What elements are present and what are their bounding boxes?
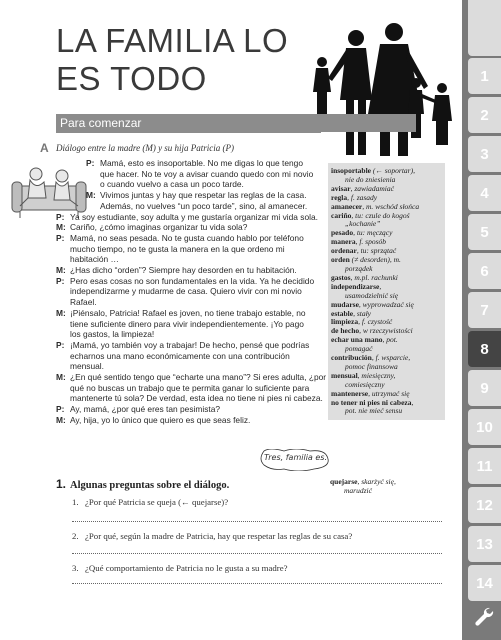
glossary-term: de hecho (331, 326, 360, 336)
glossary-term: mensual (331, 370, 358, 380)
glossary-definition: , (379, 281, 382, 291)
question-2: 2. ¿Por qué, según la madre de Patricia, hay que respetar las reglas de su casa? (72, 531, 353, 541)
dialog-line (56, 297, 338, 308)
glossary-definition: pomagać (345, 344, 373, 354)
dialog-line (56, 361, 338, 372)
glossary-definition: (← soportar), (371, 166, 415, 175)
dialog-text-line: habitación … (70, 254, 119, 265)
dialog-line (56, 169, 338, 180)
speaker-label: M: (86, 190, 96, 201)
dialog-line (56, 383, 338, 394)
dialog-line (56, 393, 338, 404)
speaker-label (56, 383, 70, 394)
dialog-text-line: independizarme y mudarme de casa. Quiero vivir con mi novio (70, 286, 302, 297)
dialog-line (56, 158, 338, 169)
speaker-label: P: (56, 211, 65, 222)
dialog-line (56, 179, 338, 190)
answer-line-2[interactable] (72, 553, 442, 554)
dialog-text-line: tiene suficiente dinero para vivir independientemente. ¡Yo pago (70, 318, 304, 329)
dialog-text-line: o cuando vuelvo a casa un poco tarde. (100, 179, 244, 190)
speaker-label (56, 351, 70, 362)
top-tab-blank (468, 0, 501, 56)
glossary-term: orden (331, 255, 350, 265)
glossary-term: quejarse (330, 477, 358, 486)
glossary-definition: marudzić (344, 485, 372, 495)
glossary-definition: , f. wsparcie, (371, 353, 411, 363)
dialog-text-line: los gastos, la limpieza! (70, 329, 155, 340)
speaker-label: M: (56, 222, 66, 233)
speaker-label (56, 361, 70, 372)
speaker-label (86, 201, 100, 212)
dialog-text-line: Ya soy estudiante, soy adulta y me gustaría organizar mi vida sola. (70, 211, 318, 222)
speaker-label: P: (56, 339, 65, 350)
glossary-definition: , f. zasady (347, 192, 378, 202)
chapter-tab-4[interactable]: 4 (468, 175, 501, 211)
dialog-text-line: ¡Mamá, yo también voy a trabajar! De hecho, pensé que podrías (70, 339, 310, 350)
dialog-text-line: Cariño, ¿cómo imaginas organizar tu vida sola? (70, 222, 248, 233)
glossary-definition: (≠ desorden), m. (349, 255, 401, 265)
dialog-text-line: Además, no vuelves “un poco tarde”, sino, al amanecer. (100, 200, 308, 211)
dialog-text-line: ¿En qué sentido tengo que “echarte una mano”? Si eres adulta, ¿por (70, 372, 327, 383)
glossary-entry (331, 407, 441, 416)
glossary-entry (330, 487, 438, 496)
glossary-term: gastos (331, 272, 351, 282)
glossary-term: manera (331, 237, 356, 247)
dialog-text-line: qué no buscas un trabajo que te permita ganar lo suficiente para (70, 382, 310, 393)
dialog-text-line: que hacer. No te voy a avisar cuando quedo con mi novio (100, 168, 314, 179)
glossary-definition: nie do zniesienia (345, 174, 396, 184)
speaker-label: P: (56, 275, 65, 286)
glossary-definition: , (411, 397, 414, 407)
dialog-line (56, 244, 338, 255)
glossary-term: limpieza (331, 317, 359, 327)
speaker-label: M: (56, 265, 66, 276)
dialog-line (56, 351, 338, 362)
dialog-text-line: Ay, hija, yo lo único que quiero es que seas feliz. (70, 414, 251, 425)
speaker-label (56, 393, 70, 404)
chapter-tab-8[interactable]: 8 (468, 331, 501, 367)
chapter-tab-13[interactable]: 13 (468, 526, 501, 562)
speaker-label (56, 319, 70, 330)
exercise-intro: Diálogo entre la madre (M) y su hija Patricia (P) (56, 143, 235, 153)
answer-line-1[interactable] (72, 521, 442, 522)
glossary-term: amanecer (331, 201, 363, 211)
dialog-text-line: Pero esas cosas no son fundamentales en la vida. Ya he decidido (70, 275, 315, 286)
dialog-line (56, 415, 338, 426)
glossary-term: estable (331, 308, 354, 318)
dialog-line (56, 222, 338, 233)
chapter-tab-10[interactable]: 10 (468, 409, 501, 445)
glossary-definition: porządek (345, 263, 373, 273)
dialog-line (56, 329, 338, 340)
chapter-tab-5[interactable]: 5 (468, 214, 501, 250)
speaker-label (86, 169, 100, 180)
glossary-definition: , f. sposób (355, 237, 386, 247)
glossary-term: insoportable (331, 166, 372, 175)
dialog-line (56, 340, 338, 351)
chapter-tab-9[interactable]: 9 (468, 370, 501, 406)
glossary-definition: , zawiadamiać (350, 183, 394, 193)
chapter-tab-7[interactable]: 7 (468, 292, 501, 328)
chapter-tab-2[interactable]: 2 (468, 97, 501, 133)
glossary-term: independizarse (331, 281, 380, 291)
glossary-definition: pomoc finansowa (345, 361, 398, 371)
dialog-text-line: mantenerte tú sola? De verdad, esta idea no tiene ni pies ni cabeza. (70, 393, 323, 404)
speaker-label (56, 286, 70, 297)
glossary-term: contribución (331, 353, 372, 363)
speaker-label: M: (56, 307, 66, 318)
dialog-text-line: Vivimos juntas y hay que respetar las reglas de la casa. (100, 190, 307, 201)
section-divider (56, 132, 321, 133)
glossary-term: avisar (331, 183, 351, 193)
glossary-definition: usamodzielnić się (345, 290, 399, 300)
glossary-definition: pot. nie mieć sensu (345, 406, 403, 416)
family-silhouette-illustration (292, 10, 462, 160)
dialog-text-line: mucho tiempo, no te gusta la manera en la que ordeno mi (70, 243, 285, 254)
exercise-letter: A (40, 141, 49, 155)
chapter-tab-6[interactable]: 6 (468, 253, 501, 289)
dialog-line (56, 265, 338, 276)
chapter-tab-1[interactable]: 1 (468, 58, 501, 94)
glossary-definition: , w rzeczywistości (359, 326, 413, 336)
chapter-tab-14[interactable]: 14 (468, 565, 501, 601)
glossary-definition: „kochanie” (345, 219, 381, 229)
glossary-term: cariño (331, 210, 352, 220)
dialog-text-line: ¡Piénsalo, Patricia! Rafael es joven, no tiene trabajo estable, no (70, 307, 306, 318)
speech-bubble-text: Tres, familia es. (264, 453, 327, 462)
chapter-tab-3[interactable]: 3 (468, 136, 501, 172)
dialog-line (56, 254, 338, 265)
dialog-text-line: Rafael. (70, 297, 97, 308)
dialog-text-line: ¿Has dicho “orden”? Siempre hay desorden en tu habitación. (70, 265, 297, 276)
exercise-1-header: 1. Algunas preguntas sobre el diálogo. (56, 477, 230, 491)
speaker-label (86, 179, 100, 190)
dialog-line (56, 286, 338, 297)
dialog-text-line: echarnos una mano económicamente con una contribución (70, 350, 290, 361)
glossary-definition: , miesięczny, (357, 370, 396, 380)
glossary-term: regla (331, 192, 348, 202)
dialog-line (56, 319, 338, 330)
glossary-definition: , tu: sprzątać (356, 246, 397, 256)
dialog-text-line: Mamá, no seas pesada. No te gusta cuando hablo por teléfono (70, 232, 304, 243)
dialog-line (56, 190, 338, 201)
glossary-definition: , utrzymać się (368, 388, 410, 398)
glossary-definition: , pot. (382, 335, 398, 345)
dialog-line (56, 276, 338, 287)
dialog-text-line: Ay, mamá, ¿por qué eres tan pesimista? (70, 404, 221, 415)
page-title: LA FAMILIA LO ES TODO (56, 22, 289, 97)
dialog-line (56, 233, 338, 244)
speaker-label: M: (56, 414, 66, 425)
speaker-label: P: (56, 404, 65, 415)
dialog-line (56, 212, 338, 223)
speaker-label (56, 329, 70, 340)
question-3: 3. ¿Qué comportamiento de Patricia no le gusta a su madre? (72, 563, 288, 573)
glossary-term: mudarse (331, 299, 359, 309)
chapter-tab-11[interactable]: 11 (468, 448, 501, 484)
chapter-tab-12[interactable]: 12 (468, 487, 501, 523)
speaker-label: M: (56, 372, 66, 383)
dialog-line (56, 404, 338, 415)
wrench-icon[interactable] (474, 606, 496, 628)
section-title: Para comenzar (60, 116, 142, 130)
dialog-line (56, 308, 338, 319)
dialog-line (56, 201, 338, 212)
answer-line-3[interactable] (72, 583, 442, 584)
glossary-definition: , skarżyć się, (357, 477, 396, 486)
glossary-box (328, 163, 445, 420)
dialog-text (56, 158, 338, 426)
speaker-label (56, 254, 70, 265)
glossary-term: no tener ni pies ni cabeza (331, 397, 412, 407)
glossary-definition: , tu: czule do kogoś (351, 210, 410, 220)
dialog-text-line: Mamá, esto es insoportable. No me digas lo que tengo (100, 158, 303, 168)
glossary-definition: , stały (353, 308, 372, 318)
speaker-label: P: (56, 232, 65, 243)
speaker-label: P: (86, 158, 95, 168)
dialog-line (56, 372, 338, 383)
glossary-definition: comiesięczny (345, 379, 385, 389)
glossary-definition: , m.pl. rachunki (350, 272, 398, 282)
glossary-note (330, 478, 438, 496)
question-1: 1. ¿Por qué Patricia se queja (← quejarse)? (72, 497, 229, 507)
glossary-term: pesado (331, 228, 354, 238)
glossary-definition: , wyprowadzać się (358, 299, 414, 309)
glossary-definition: , f. czystość (358, 317, 393, 327)
glossary-term: mantenerse (331, 388, 369, 398)
glossary-term: ordenar (331, 246, 357, 256)
speaker-label (56, 244, 70, 255)
dialog-text-line: mensual. (70, 361, 104, 372)
glossary-definition: , tu: męczący (353, 228, 393, 238)
glossary-definition: , m. wschód słońca (362, 201, 420, 211)
speaker-label (56, 297, 70, 308)
glossary-term: echar una mano (331, 335, 383, 345)
